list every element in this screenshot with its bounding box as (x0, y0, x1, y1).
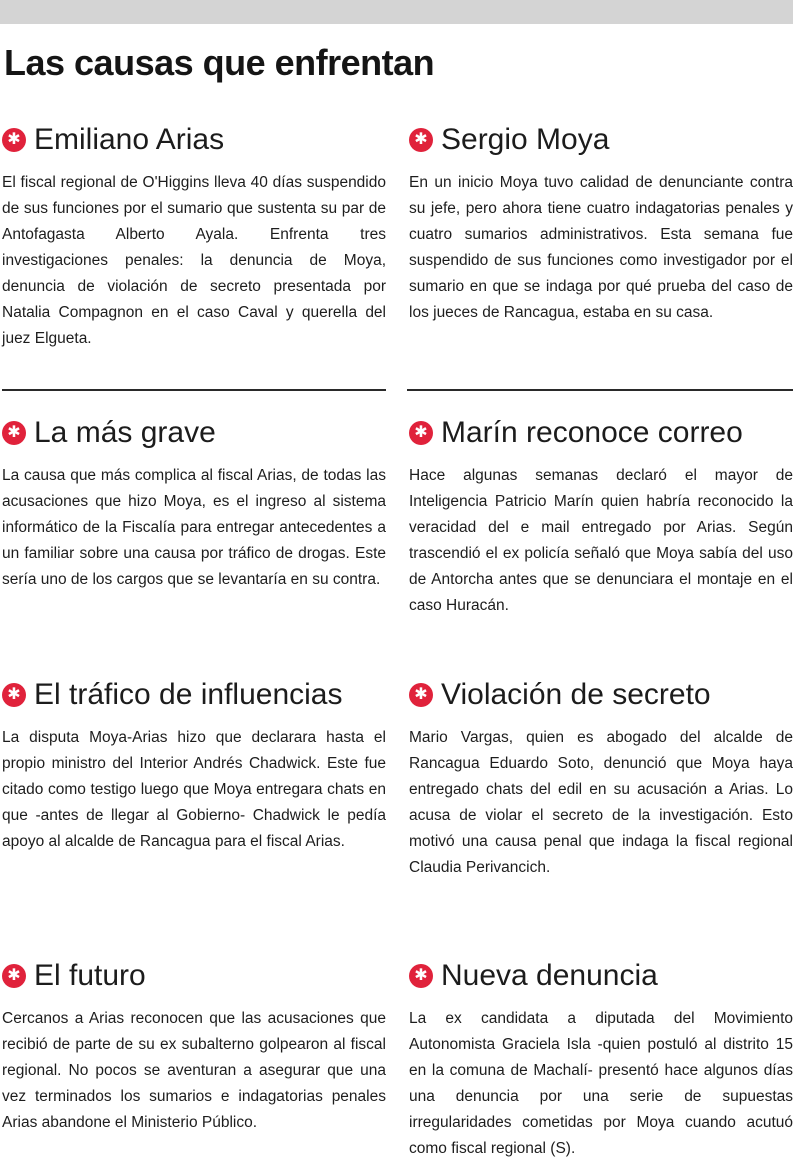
section-heading (409, 677, 793, 713)
divider-left (2, 389, 386, 391)
section-la-mas-grave (2, 415, 386, 593)
section-heading (409, 122, 793, 158)
star-bullet-icon: ✱ (409, 683, 433, 707)
star-bullet-icon: ✱ (409, 964, 433, 988)
top-gray-bar (0, 0, 793, 24)
star-bullet-icon: ✱ (2, 964, 26, 988)
section-heading-text: Emiliano Arias (34, 123, 225, 156)
section-body: La ex candidata a diputada del Movimiento Autonomista Graciela Isla -quien postuló al distrito 15 en la comuna de Machalí- presentó hace algunos días una denuncia por una serie de supuestas irregularidades cometidas por Moya cuando acutuó como fiscal regional (S). (409, 1010, 793, 1157)
section-body: Cercanos a Arias reconocen que las acusaciones que recibió de parte de su ex subalterno golpearon al fiscal regional. No pocos se aventuran a asegurar que una vez terminados los sumarios e indagatorias penales Arias abandone el Ministerio Público. (2, 1010, 386, 1131)
section-heading (2, 677, 386, 713)
section-body: El fiscal regional de O'Higgins lleva 40 días suspendido de sus funciones por el sumario que sustenta su par de Antofagasta Alberto Ayala. Enfrenta tres investigaciones penales: la denuncia de Moya, denuncia de violación de secreto presentada por Natalia Compagnon en el caso Caval y querella del juez Elgueta. (2, 174, 386, 347)
section-body: En un inicio Moya tuvo calidad de denunciante contra su jefe, pero ahora tiene cuatro indagatorias penales y cuatro sumarios administrativos. Esta semana fue suspendido de sus funciones como investigador por el sumario en que se indaga por qué prueba del caso de los jueces de Rancagua, estaba en su casa. (409, 174, 793, 321)
section-marin-reconoce-correo (409, 415, 793, 619)
star-bullet-icon: ✱ (409, 421, 433, 445)
page-title: Las causas que enfrentan (4, 42, 435, 83)
section-heading-text: Violación de secreto (441, 678, 711, 711)
section-body: Hace algunas semanas declaró el mayor de Inteligencia Patricio Marín quien habría reconocido la veracidad del e mail entregado por Arias. Según trascendió el ex policía señaló que Moya sabía del uso de Antorcha antes que se denunciara el montaje en el caso Huracán. (409, 467, 793, 614)
section-heading (2, 415, 386, 451)
section-sergio-moya (409, 122, 793, 326)
star-bullet-icon: ✱ (2, 421, 26, 445)
star-bullet-icon: ✱ (2, 128, 26, 152)
star-bullet-icon: ✱ (2, 683, 26, 707)
section-body: La causa que más complica al fiscal Arias, de todas las acusaciones que hizo Moya, es el ingreso al sistema informático de la Fiscalía para entregar antecedentes a un familiar sobre una causa por tráfico de drogas. Este sería uno de los cargos que se levantaría en su contra. (2, 467, 386, 588)
section-heading (409, 415, 793, 451)
section-heading-text: Marín reconoce correo (441, 416, 743, 449)
section-body: La disputa Moya-Arias hizo que declarara hasta el propio ministro del Interior Andrés Chadwick. Este fue citado como testigo luego que Moya entregara chats en que -antes de llegar al Gobierno- Chadwick le pedía apoyo al alcalde de Rancagua para el fiscal Arias. (2, 729, 386, 850)
section-trafico-influencias (2, 677, 386, 855)
section-heading-text: Nueva denuncia (441, 959, 658, 992)
star-bullet-icon: ✱ (409, 128, 433, 152)
divider-right (407, 389, 793, 391)
section-el-futuro (2, 958, 386, 1136)
section-heading-text: El futuro (34, 959, 146, 992)
section-heading (2, 122, 386, 158)
section-heading-text: La más grave (34, 416, 216, 449)
section-emiliano-arias (2, 122, 386, 352)
section-heading (2, 958, 386, 994)
section-heading-text: Sergio Moya (441, 123, 610, 156)
section-body: Mario Vargas, quien es abogado del alcalde de Rancagua Eduardo Soto, denunció que Moya haya entregado chats del edil en su acusación a Arias. Lo acusa de violar el secreto de la investigación. Esto motivó una causa penal que indaga la fiscal regional Claudia Perivancich. (409, 729, 793, 876)
section-nueva-denuncia (409, 958, 793, 1162)
section-violacion-secreto (409, 677, 793, 881)
section-heading-text: El tráfico de influencias (34, 678, 343, 711)
section-heading (409, 958, 793, 994)
